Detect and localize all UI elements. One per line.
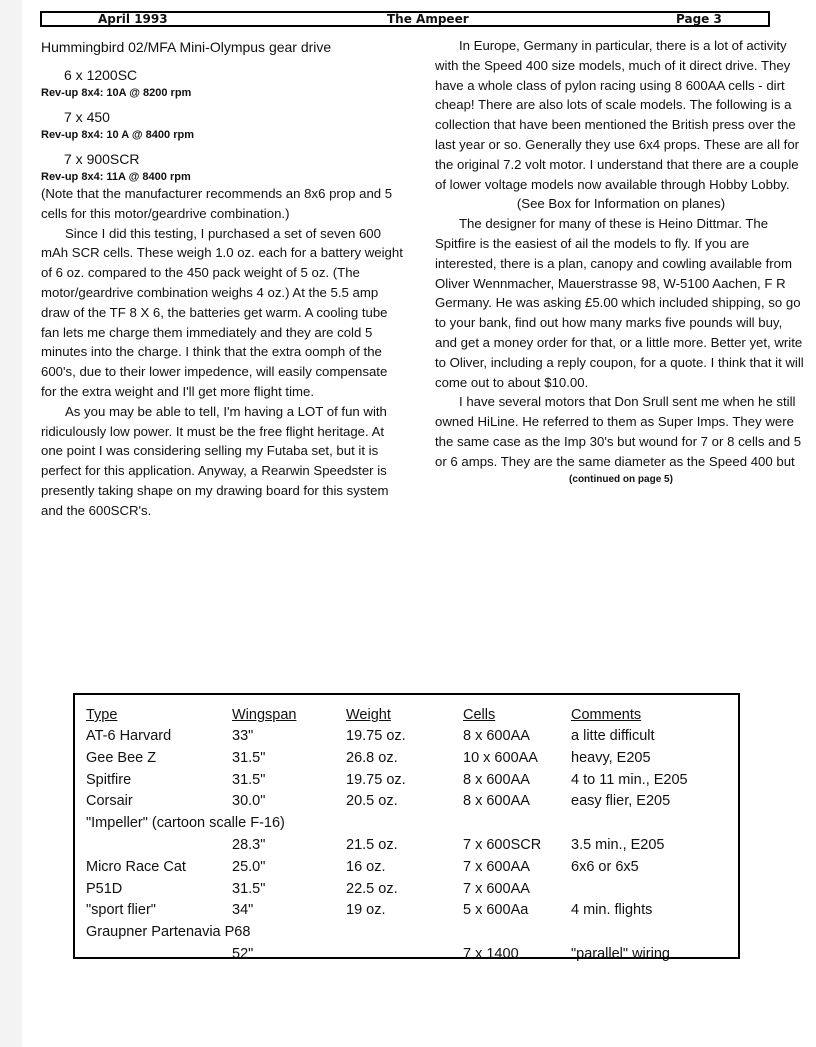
- table-cell: heavy, E205: [571, 749, 651, 766]
- table-cell: 31.5": [232, 771, 266, 788]
- table-cell: 20.5 oz.: [346, 793, 398, 810]
- table-cell: [86, 944, 232, 966]
- page-edge: [0, 0, 22, 1047]
- table-cell: 31.5": [232, 749, 266, 766]
- table-cell: Gee Bee Z: [86, 749, 157, 766]
- cell-config: 7 x 900SCR: [64, 151, 140, 167]
- column-header: Wingspan: [232, 707, 297, 723]
- table-cell: 34": [232, 902, 254, 919]
- table-cell: 19.75 oz.: [346, 771, 406, 788]
- table-cell: 52": [232, 945, 254, 962]
- table-row: [86, 726, 721, 748]
- table-cell: "sport flier": [86, 902, 156, 919]
- table-cell: 33": [232, 728, 254, 744]
- table-cell: [86, 835, 232, 857]
- table-row: [86, 944, 721, 966]
- table-header-row: [86, 705, 721, 726]
- table-row: [86, 770, 721, 792]
- column-header: Type: [86, 707, 118, 723]
- table-cell: Corsair: [86, 793, 133, 810]
- motor-heading: Hummingbird 02/MFA Mini-Olympus gear drive: [41, 39, 332, 55]
- paragraph: I have several motors that Don Srull sent me when he still owned HiLine. He referred to them as Super Imps. They were the same case as the Imp 30's but wound for 7 or 8 cells and 5 or 6 amps. They are the same diameter as the Speed 400 but: [435, 394, 802, 469]
- header-title: The Ampeer: [387, 12, 469, 26]
- table-row: [86, 791, 721, 813]
- table-cell: "Impeller" (cartoon scalle F-16): [86, 815, 285, 832]
- table-row: [86, 813, 721, 835]
- table-cell: 8 x 600AA: [463, 793, 530, 810]
- column-header: Weight: [346, 707, 391, 723]
- planes-box: [73, 693, 740, 962]
- paragraph: Since I did this testing, I purchased a set of seven 600 mAh SCR cells. These weigh 1.0 oz. each for a battery weight of 6 oz. compared to the 450 pack weight of 5 oz. (The motor/geardrive combination weighs 4 oz.) At the 5.5 amp draw of the TF 8 X 6, the batteries get warm. A cooling tube fan lets me charge them immediately and they are cold 5 minutes into the charge. I think that the extra oomph of the 600's, due to their lower impedence, will easily compensate for the extra weight and I'll get more flight time.: [41, 225, 403, 399]
- column-header: Cells: [463, 707, 496, 723]
- test-entry: [41, 64, 403, 100]
- table-cell: 16 oz.: [346, 858, 386, 875]
- table-cell: 3.5 min., E205: [571, 836, 665, 853]
- table-cell: 7 x 1400: [463, 945, 519, 962]
- table-cell: Spitfire: [86, 771, 132, 788]
- column-header: Comments: [571, 707, 642, 723]
- table-cell: Micro Race Cat: [86, 858, 186, 875]
- page-header: [40, 11, 770, 27]
- table-cell: 8 x 600AA: [463, 771, 530, 788]
- table-cell: a litte difficult: [571, 728, 655, 744]
- table-cell: 26.8 oz.: [346, 749, 398, 766]
- table-cell: 7 x 600SCR: [463, 836, 542, 853]
- rev-result: Rev-up 8x4: 10 A @ 8400 rpm: [41, 129, 194, 141]
- table-cell: AT-6 Harvard: [86, 728, 172, 744]
- rev-result: Rev-up 8x4: 10A @ 8200 rpm: [41, 87, 192, 99]
- table-cell: [346, 944, 463, 966]
- table-cell: 30.0": [232, 793, 266, 810]
- table-cell: 19.75 oz.: [346, 728, 406, 744]
- paragraph: In Europe, Germany in particular, there is a lot of activity with the Speed 400 size models, much of it direct drive. They have a whole class of pylon racing using 8 600AA cells - dirt cheap! There are also lots of scale models. The following is a collection that have been mentioned the British press over the last year or so. Generally they use 6x4 props. These are all for the original 7.2 volt motor. I understand that there are a couple of lower voltage models now available through Hobby Lobby.: [435, 38, 800, 192]
- paragraph: As you may be able to tell, I'm having a LOT of fun with ridiculously low power. It must be the free flight heritage. At one point I was considering selling my Futaba set, but it is perfect for this application. Anyway, a Rearwin Speedster is presently taking shape on my drawing board for this system and the 600SCR's.: [41, 403, 389, 518]
- table-cell: 31.5": [232, 880, 266, 897]
- rev-result: Rev-up 8x4: 11A @ 8400 rpm: [41, 171, 191, 183]
- paragraph: (Note that the manufacturer recommends an 8x6 prop and 5 cells for this motor/geardrive combination.): [41, 186, 393, 221]
- table-cell: 22.5 oz.: [346, 880, 398, 897]
- table-cell: 19 oz.: [346, 902, 386, 919]
- table-cell: [571, 879, 721, 901]
- table-cell: 5 x 600Aa: [463, 902, 529, 919]
- table-cell: "parallel" wiring: [571, 945, 670, 962]
- table-cell: 4 to 11 min., E205: [571, 771, 688, 788]
- right-column: [435, 36, 807, 488]
- table-row: [86, 748, 721, 770]
- continued-note: (continued on page 5): [569, 473, 673, 485]
- left-column: [41, 36, 403, 521]
- table-cell: 7 x 600AA: [463, 880, 530, 897]
- table-row: [86, 922, 721, 944]
- test-entry: [41, 148, 403, 184]
- table-cell: 25.0": [232, 858, 266, 875]
- table-cell: 4 min. flights: [571, 902, 653, 919]
- table-row: [86, 879, 721, 901]
- table-cell: P51D: [86, 880, 123, 897]
- table-cell: Graupner Partenavia P68: [86, 924, 251, 941]
- test-entry: [41, 106, 403, 142]
- header-page: Page 3: [676, 12, 722, 26]
- paragraph: The designer for many of these is Heino Dittmar. The Spitfire is the easiest of ail the models to fly. If you are interested, there is a plan, canopy and cowling available from Oliver Wennmacher, Mauerstrasse 98, W-5100 Aachen, F R Germany. He was asking £5.00 which included shipping, so go to your bank, find out how many marks five pounds will buy, and get a money order for that, or a little more. Better yet, write to Oliver, including a reply coupon, for a quote. I think that it will come out to about $10.00.: [435, 216, 804, 390]
- table-row: [86, 835, 721, 857]
- cell-config: 6 x 1200SC: [64, 67, 138, 83]
- box-reference: (See Box for Information on planes): [516, 196, 726, 212]
- table-cell: 28.3": [232, 836, 266, 853]
- table-cell: 6x6 or 6x5: [571, 858, 639, 875]
- cell-config: 7 x 450: [64, 109, 110, 125]
- table-row: [86, 857, 721, 879]
- table-cell: 7 x 600AA: [463, 858, 530, 875]
- planes-table: [86, 705, 721, 966]
- table-cell: easy flier, E205: [571, 793, 671, 810]
- table-row: [86, 900, 721, 922]
- table-cell: 10 x 600AA: [463, 749, 538, 766]
- table-cell: 8 x 600AA: [463, 728, 530, 744]
- table-cell: 21.5 oz.: [346, 836, 398, 853]
- header-date: April 1993: [98, 12, 168, 26]
